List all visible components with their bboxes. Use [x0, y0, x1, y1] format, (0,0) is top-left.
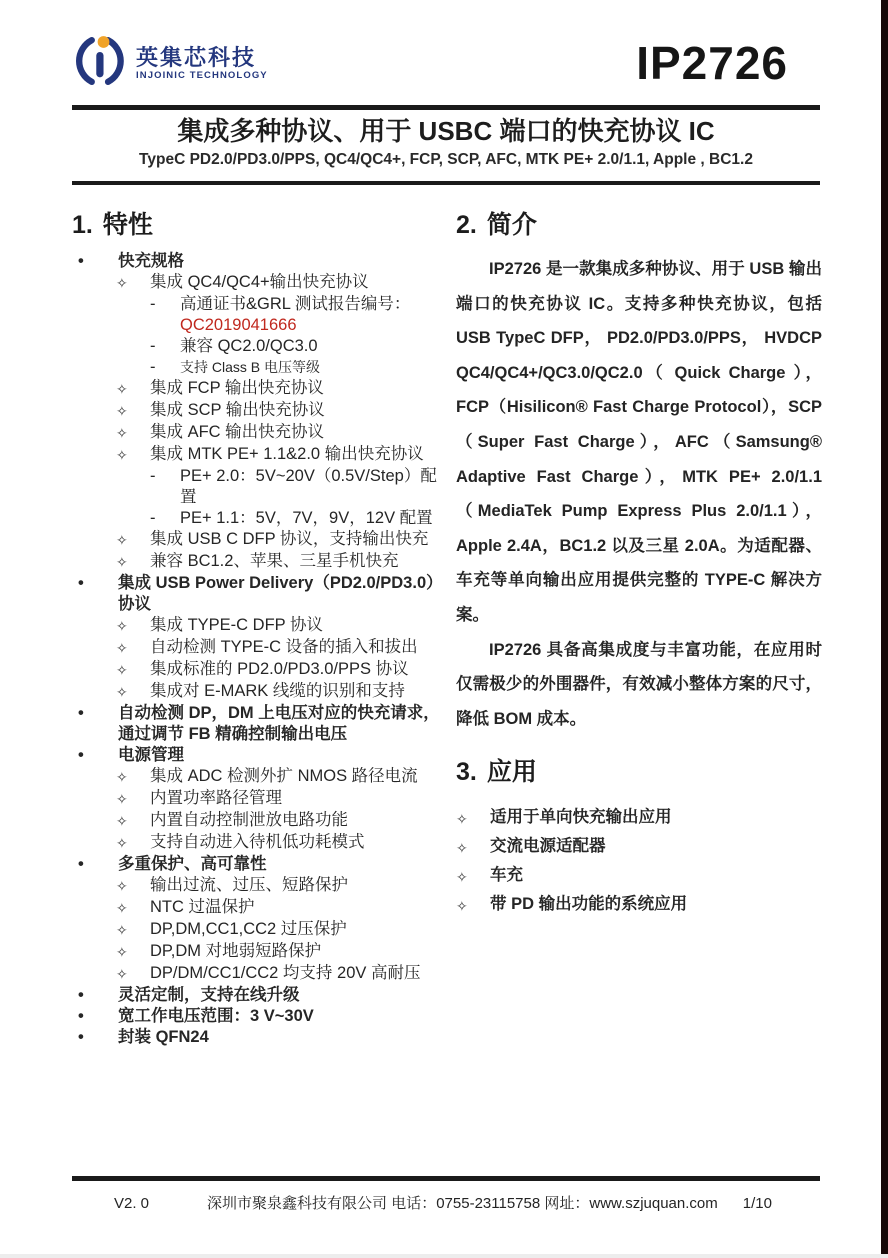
header-rule-bottom	[72, 181, 820, 185]
dot-bullet-icon: •	[78, 986, 84, 1004]
diamond-bullet-icon: ✧	[116, 878, 128, 894]
company-logo	[70, 32, 268, 95]
dot-bullet-icon: •	[78, 1007, 84, 1025]
injoinic-logo-icon	[70, 32, 128, 95]
section-heading-intro	[456, 205, 537, 241]
list-item: - 高通证书&GRL 测试报告编号：	[150, 295, 411, 313]
dot-bullet-icon: •	[78, 746, 84, 764]
list-item: • 快充规格	[78, 252, 184, 270]
dot-bullet-icon: •	[78, 574, 84, 592]
list-item: • 宽工作电压范围：3 V~30V	[78, 1007, 314, 1025]
section-title: 简介	[486, 211, 537, 239]
list-item-highlight-red: QC2019041666	[180, 316, 297, 334]
diamond-bullet-icon: ✧	[116, 381, 128, 397]
diamond-bullet-icon: ✧	[116, 618, 128, 634]
diamond-bullet-icon: ✧	[456, 898, 468, 914]
dash-bullet-icon: -	[150, 295, 156, 313]
page-edge-shadow	[881, 0, 888, 1258]
company-name-en: INJOINIC TECHNOLOGY	[136, 69, 268, 81]
list-item: • 电源管理	[78, 746, 184, 764]
list-item: ✧ 兼容 BC1.2、苹果、三星手机快充	[72, 551, 440, 573]
list-item: ✧ NTC 过温保护	[72, 897, 440, 919]
footer	[72, 1192, 820, 1213]
list-item: ✧ DP,DM,CC1,CC2 过压保护	[72, 919, 440, 941]
footer-company-line: 深圳市聚泉鑫科技有限公司 电话：0755-23115758 网址：www.szjuquan.com	[207, 1195, 718, 1212]
applications-list	[456, 804, 822, 920]
diamond-bullet-icon: ✧	[116, 900, 128, 916]
footer-rule	[72, 1176, 820, 1181]
list-item: ✧ 集成 AFC 输出快充协议	[72, 422, 440, 444]
diamond-bullet-icon: ✧	[116, 275, 128, 291]
dot-bullet-icon: •	[78, 704, 84, 722]
document-subtitle: TypeC PD2.0/PD3.0/PPS, QC4/QC4+, FCP, SCP, AFC, MTK PE+ 2.0/1.1, Apple , BC1.2	[139, 151, 753, 168]
dash-bullet-icon: -	[150, 509, 156, 527]
list-item: - PE+ 1.1：5V，7V，9V，12V 配置	[150, 509, 433, 527]
diamond-bullet-icon: ✧	[116, 769, 128, 785]
list-item: ✧ DP,DM 对地弱短路保护	[72, 941, 440, 963]
diamond-bullet-icon: ✧	[116, 684, 128, 700]
list-item: ✧ 集成 MTK PE+ 1.1&2.0 输出快充协议	[72, 444, 440, 466]
list-item: - 支持 Class B 电压等级	[150, 358, 321, 376]
list-item: ✧ 适用于单向快充输出应用	[456, 804, 822, 833]
diamond-bullet-icon: ✧	[116, 791, 128, 807]
list-item: • 封装 QFN24	[78, 1028, 209, 1046]
diamond-bullet-icon: ✧	[116, 662, 128, 678]
list-item: ✧ 带 PD 输出功能的系统应用	[456, 891, 822, 920]
list-item: ✧ DP/DM/CC1/CC2 均支持 20V 高耐压	[72, 963, 440, 985]
list-item: ✧ 交流电源适配器	[456, 833, 822, 862]
list-item: - PE+ 2.0：5V~20V（0.5V/Step）配置	[150, 467, 437, 506]
diamond-bullet-icon: ✧	[456, 840, 468, 856]
dot-bullet-icon: •	[78, 1028, 84, 1046]
diamond-bullet-icon: ✧	[116, 922, 128, 938]
section-number: 3.	[456, 758, 477, 786]
list-item: ✧ 集成 USB C DFP 协议，支持输出快充	[72, 529, 440, 551]
diamond-bullet-icon: ✧	[116, 944, 128, 960]
list-item: ✧ 集成 QC4/QC4+输出快充协议	[72, 272, 440, 294]
features-list	[72, 251, 440, 1048]
list-item: ✧ 内置自动控制泄放电路功能	[72, 810, 440, 832]
list-item: ✧ 集成 FCP 输出快充协议	[72, 378, 440, 400]
dot-bullet-icon: •	[78, 252, 84, 270]
intro-paragraph: IP2726 具备高集成度与丰富功能，在应用时仅需极少的外围器件，有效减小整体方案的尺寸，降低 BOM 成本。	[456, 640, 822, 728]
diamond-bullet-icon: ✧	[116, 640, 128, 656]
list-item: • 集成 USB Power Delivery（PD2.0/PD3.0）协议	[78, 574, 435, 613]
diamond-bullet-icon: ✧	[456, 811, 468, 827]
list-item: • 自动检测 DP，DM 上电压对应的快充请求，通过调节 FB 精确控制输出电压	[78, 704, 440, 743]
dash-bullet-icon: -	[150, 467, 156, 485]
dash-bullet-icon: -	[150, 337, 156, 355]
list-item: ✧ 集成标准的 PD2.0/PD3.0/PPS 协议	[72, 659, 440, 681]
list-item: - 兼容 QC2.0/QC3.0	[150, 337, 318, 355]
list-item: ✧ 自动检测 TYPE-C 设备的插入和拔出	[72, 637, 440, 659]
diamond-bullet-icon: ✧	[116, 813, 128, 829]
list-item: ✧ 车充	[456, 862, 822, 891]
list-item: ✧ 集成 SCP 输出快充协议	[72, 400, 440, 422]
list-item: • 多重保护、高可靠性	[78, 855, 267, 873]
list-item: • 灵活定制，支持在线升级	[78, 986, 300, 1004]
section-heading-features	[72, 205, 153, 241]
page-bottom-edge	[0, 1254, 888, 1258]
intro-paragraph: IP2726 是一款集成多种协议、用于 USB 输出端口的快充协议 IC。支持多种快充协议，包括 USB TypeC DFP， PD2.0/PD3.0/PPS， HVDCP QC4/QC4+/QC3.0/QC2.0（ Quick Charge ），FCP（Hisilicon® Fast Charge Protocol），SCP（Super Fast Charge），AFC（Samsung® Adaptive Fast Charge），MTK PE+ 2.0/1.1（MediaTek Pump Express Plus 2.0/1.1），Apple 2.4A，BC1.2 以及三星 2.0A。为适配器、车充等单向输出应用提供完整的 TYPE-C 解决方案。	[456, 260, 822, 624]
diamond-bullet-icon: ✧	[116, 447, 128, 463]
section-heading-applications	[456, 752, 537, 788]
diamond-bullet-icon: ✧	[116, 554, 128, 570]
diamond-bullet-icon: ✧	[116, 532, 128, 548]
footer-page-number: 1/10	[742, 1195, 772, 1212]
section-number: 1.	[72, 211, 93, 239]
intro-text	[456, 252, 822, 736]
list-item: ✧ 集成 TYPE-C DFP 协议	[72, 615, 440, 637]
list-item: ✧ 输出过流、过压、短路保护	[72, 875, 440, 897]
footer-version: V2. 0	[114, 1195, 150, 1212]
diamond-bullet-icon: ✧	[116, 425, 128, 441]
list-item: ✧ 集成 ADC 检测外扩 NMOS 路径电流	[72, 766, 440, 788]
diamond-bullet-icon: ✧	[456, 869, 468, 885]
dash-bullet-icon: -	[150, 358, 156, 376]
diamond-bullet-icon: ✧	[116, 966, 128, 982]
diamond-bullet-icon: ✧	[116, 403, 128, 419]
section-number: 2.	[456, 211, 477, 239]
header-rule-top	[72, 105, 820, 110]
section-title: 特性	[102, 211, 153, 239]
list-item: ✧ 内置功率路径管理	[72, 788, 440, 810]
company-name-cn: 英集芯科技	[136, 44, 257, 70]
part-number: IP2726	[636, 37, 788, 89]
list-item: ✧ 集成对 E-MARK 线缆的识别和支持	[72, 681, 440, 703]
dot-bullet-icon: •	[78, 855, 84, 873]
diamond-bullet-icon: ✧	[116, 835, 128, 851]
section-title: 应用	[486, 758, 537, 786]
list-item: ✧ 支持自动进入待机低功耗模式	[72, 832, 440, 854]
document-title: 集成多种协议、用于 USBC 端口的快充协议 IC	[177, 116, 715, 146]
